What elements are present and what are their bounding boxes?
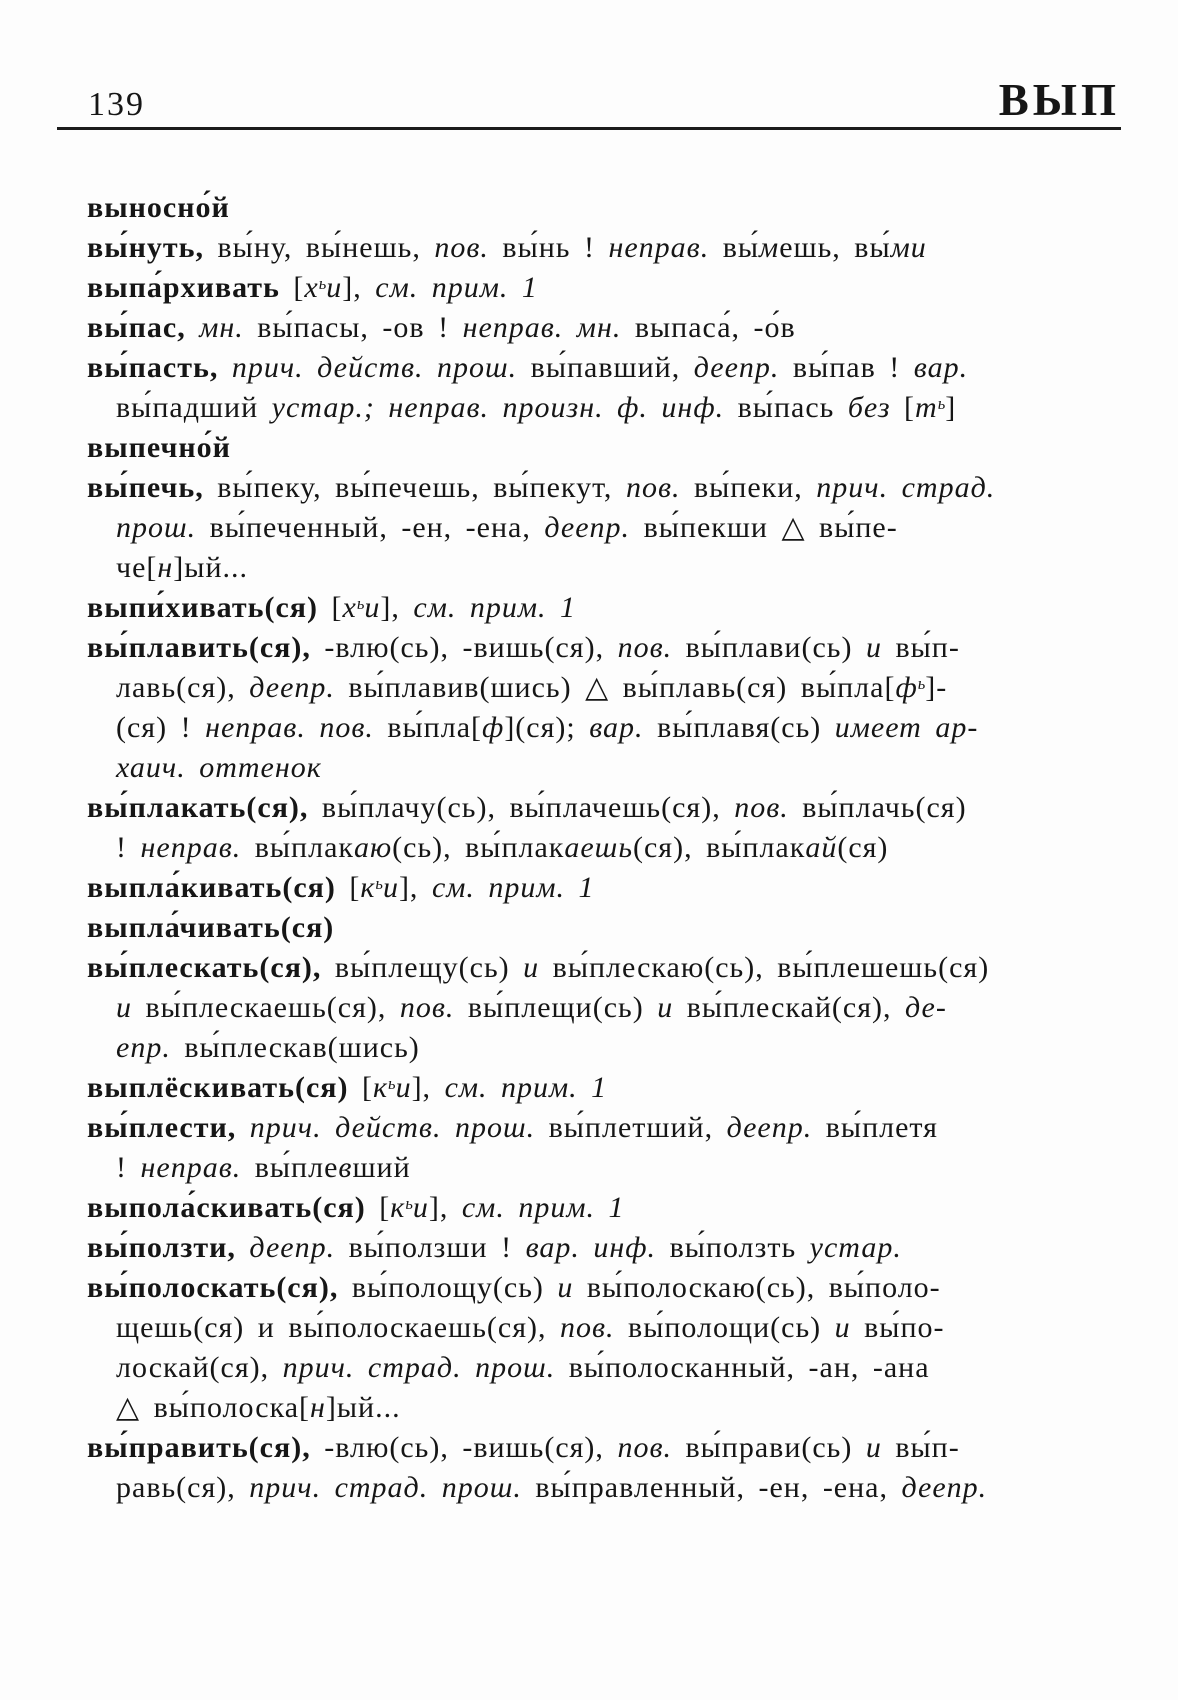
entry-text: и: [116, 991, 132, 1024]
headword-text: выпла́чивать(ся): [87, 911, 335, 944]
entry-text: хаич. оттенок: [116, 751, 322, 784]
entry-line: [87, 1108, 1103, 1148]
entry-text: -влю(сь), -вишь(ся),: [310, 631, 618, 664]
entry-text: н: [157, 551, 174, 584]
entry-text: [: [890, 391, 916, 424]
entry-text: ],: [411, 1071, 445, 1104]
entry-text: (сь), вы́плак: [392, 831, 565, 864]
entry-text: ь: [375, 874, 383, 893]
entry-text: в: [338, 1151, 353, 1184]
entry-text: [186, 311, 200, 344]
entry-text: епр.: [116, 1031, 171, 1064]
headword-text: вы́ползти,: [87, 1231, 236, 1264]
entry-line: [87, 228, 1103, 268]
entry-line: [87, 468, 1103, 508]
headword-text: вы́полоскать(ся),: [87, 1271, 339, 1304]
entry-text: т: [915, 391, 938, 424]
dictionary-entry: [87, 908, 1103, 948]
entry-text: и: [657, 991, 674, 1024]
entry-line: [87, 988, 1103, 1028]
dictionary-entry: [87, 868, 1103, 908]
entry-text: деепр.: [249, 671, 335, 704]
entry-text: и: [557, 1271, 574, 1304]
entry-text: и: [364, 591, 381, 624]
dictionary-entry: [87, 308, 1103, 348]
entry-text: вы́плескай(ся),: [673, 991, 905, 1024]
entry-line: [87, 1148, 1103, 1188]
entry-text: ешь, вы́: [779, 231, 891, 264]
entry-text: вы́плескаю(сь), вы́плешешь(ся): [539, 951, 990, 984]
entry-text: ь: [318, 274, 327, 293]
entry-text: пов.: [617, 631, 673, 664]
headword-text: выпечно́й: [87, 431, 231, 464]
entry-text: деепр.: [249, 1231, 336, 1264]
dictionary-entry: [87, 1068, 1103, 1108]
entry-text: ](ся);: [504, 711, 590, 744]
entry-text: вы́плави(сь): [672, 631, 866, 664]
entry-text: (ся) !: [116, 711, 206, 744]
entry-text: прич. страд.: [816, 471, 996, 504]
entry-text: х: [304, 271, 319, 304]
entry-text: вы́ползть: [656, 1231, 810, 1264]
entry-line: [87, 1308, 1103, 1348]
entry-text: вы́пекши △ вы́пе-: [630, 511, 898, 544]
headword-text: вы́плакать(ся),: [87, 791, 309, 824]
entry-text: (ся), вы́плак: [632, 831, 806, 864]
entry-text: вар.: [913, 351, 969, 384]
entry-text: ],: [380, 591, 414, 624]
entry-text: прич. действ. прош.: [231, 351, 518, 384]
entry-text: вар. инф.: [525, 1231, 657, 1264]
entry-text: аю: [353, 831, 393, 864]
entry-text: ь: [937, 394, 946, 413]
entry-text: [236, 1111, 250, 1144]
entry-text: см. прим. 1: [413, 591, 576, 624]
entry-text: ф: [482, 711, 505, 744]
entry-text: и: [865, 631, 882, 664]
headword-text: вы́плести,: [87, 1111, 237, 1144]
entry-text: ь: [356, 594, 365, 613]
entry-line: [87, 748, 1103, 788]
entry-text: неправ.: [608, 231, 710, 264]
entry-text: лавь(ся),: [116, 671, 250, 704]
entry-text: ],: [342, 271, 376, 304]
entry-text: вы́п-: [881, 631, 960, 664]
entry-text: пов.: [434, 231, 489, 264]
dictionary-entry: [87, 428, 1103, 468]
entry-text: к: [373, 1071, 389, 1104]
entry-line: [87, 908, 1103, 948]
entry-text: △ вы́полоска[: [116, 1391, 311, 1424]
entry-text: вар.: [589, 711, 644, 744]
entry-text: пов.: [625, 471, 681, 504]
entry-text: вы́ползши !: [335, 1231, 526, 1264]
entry-text: !: [116, 1151, 141, 1184]
entry-text: вы́плескав(шись): [170, 1031, 420, 1064]
entry-text: ф: [895, 671, 918, 704]
entry-text: выпаса́, -о́в: [621, 311, 796, 344]
entry-text: вы́пасы, -ов !: [243, 311, 463, 344]
entry-line: [87, 668, 1103, 708]
entry-text: неправ. пов.: [205, 711, 374, 744]
page-number: 139: [88, 86, 145, 123]
entry-text: щешь(ся) и вы́полоскаешь(ся),: [116, 1311, 560, 1344]
entry-text: и: [326, 271, 343, 304]
entry-line: [87, 1188, 1103, 1228]
headword-text: выпола́скивать(ся): [87, 1191, 366, 1224]
entry-text: к: [360, 871, 376, 904]
entry-text: прош.: [116, 511, 197, 544]
entry-text: ],: [428, 1191, 462, 1224]
entry-text: аешь: [564, 831, 633, 864]
entry-line: [87, 1028, 1103, 1068]
entry-text: !: [116, 831, 141, 864]
entry-line: [87, 828, 1103, 868]
entry-text: и: [382, 871, 399, 904]
entry-text: м: [759, 231, 780, 264]
entry-text: вы́плескаешь(ся),: [132, 991, 400, 1024]
entry-text: к: [390, 1191, 406, 1224]
entry-text: вы́по-: [850, 1311, 945, 1344]
dictionary-entry: [87, 188, 1103, 228]
entry-text: че[: [116, 551, 158, 584]
entry-text: пов.: [399, 991, 455, 1024]
entry-line: [87, 388, 1103, 428]
entry-text: ми: [890, 231, 927, 264]
entry-line: [87, 708, 1103, 748]
entry-text: вы́печенный, -ен, -ена,: [196, 511, 545, 544]
dictionary-entry: [87, 588, 1103, 628]
dictionary-entry: [87, 628, 1103, 788]
headword-text: выплёскивать(ся): [87, 1071, 349, 1104]
headword-text: выпла́кивать(ся): [87, 871, 336, 904]
entry-text: неправ.: [140, 1151, 242, 1184]
entry-text: н: [310, 1391, 326, 1424]
entry-text: пов.: [560, 1311, 615, 1344]
entry-line: [87, 268, 1103, 308]
page-header: [88, 74, 1120, 126]
entry-text: вы́полоскаю(сь), вы́поло-: [573, 1271, 941, 1304]
entry-text: вы́плачу(сь), вы́плачешь(ся),: [308, 791, 735, 824]
entry-text: вы́плавив(шись) △ вы́плавь(ся) вы́пла[: [334, 671, 896, 704]
headword-text: выносно́й: [87, 191, 230, 224]
dictionary-entry: [87, 1108, 1103, 1188]
entry-text: см. прим. 1: [444, 1071, 608, 1104]
entry-text: неправ.: [140, 831, 242, 864]
dictionary-entries: [87, 188, 1103, 1508]
entry-text: вы́пась: [724, 391, 848, 424]
entry-text: [: [348, 1071, 373, 1104]
entry-line: [87, 1268, 1103, 1308]
entry-line: [87, 948, 1103, 988]
entry-text: вы́правленный, -ен, -ена,: [521, 1471, 902, 1504]
entry-text: и: [834, 1311, 851, 1344]
entry-text: х: [342, 591, 357, 624]
entry-text: вы́п-: [881, 1431, 960, 1464]
entry-text: -влю(сь), -вишь(ся),: [310, 1431, 618, 1464]
headword-text: вы́пас,: [87, 311, 186, 344]
entry-text: ],: [398, 871, 432, 904]
entry-text: см. прим. 1: [375, 271, 538, 304]
entry-line: [87, 548, 1103, 588]
entry-text: вы́пав !: [779, 351, 914, 384]
entry-text: [: [318, 591, 343, 624]
entry-text: вы́полощу(сь): [338, 1271, 558, 1304]
entry-text: ь: [405, 1194, 413, 1213]
entry-line: [87, 1228, 1103, 1268]
entry-line: [87, 1068, 1103, 1108]
entry-text: вы́нь !: [488, 231, 609, 264]
entry-text: (ся): [837, 831, 889, 864]
entry-text: вы́полосканный, -ан, -ана: [555, 1351, 930, 1384]
entry-text: [: [335, 871, 361, 904]
entry-line: [87, 348, 1103, 388]
entry-text: вы́пла[: [373, 711, 482, 744]
entry-text: см. прим. 1: [461, 1191, 625, 1224]
entry-text: вы́ну, вы́нешь,: [204, 231, 435, 264]
headword-text: вы́пасть,: [87, 351, 219, 384]
entry-text: и: [412, 1191, 429, 1224]
entry-line: [87, 628, 1103, 668]
dictionary-entry: [87, 268, 1103, 308]
entry-text: пов.: [617, 1431, 672, 1464]
entry-text: ь: [388, 1074, 396, 1093]
entry-line: [87, 868, 1103, 908]
entry-text: [: [279, 271, 305, 304]
entry-text: вы́пеку, вы́печешь, вы́пекут,: [203, 471, 626, 504]
dictionary-entry: [87, 228, 1103, 268]
entry-text: [218, 351, 232, 384]
entry-line: [87, 1428, 1103, 1468]
entry-text: вы́: [709, 231, 760, 264]
entry-text: вы́павший,: [517, 351, 694, 384]
entry-line: [87, 1468, 1103, 1508]
entry-text: деепр.: [901, 1471, 988, 1504]
entry-line: [87, 1348, 1103, 1388]
entry-text: равь(ся),: [116, 1471, 250, 1504]
entry-text: ]-: [925, 671, 948, 704]
entry-text: неправ. мн.: [462, 311, 622, 344]
entry-line: [87, 788, 1103, 828]
entry-text: ]ый...: [325, 1391, 401, 1424]
entry-text: без: [847, 391, 891, 424]
entry-text: де-: [905, 991, 947, 1024]
entry-line: [87, 1388, 1103, 1428]
entry-line: [87, 508, 1103, 548]
entry-text: ший: [352, 1151, 411, 1184]
entry-text: прич. действ. прош.: [249, 1111, 536, 1144]
entry-text: вы́плак: [241, 831, 354, 864]
entry-text: деепр.: [544, 511, 631, 544]
entry-text: вы́плетший,: [535, 1111, 727, 1144]
headword-text: вы́плескать(ся),: [87, 951, 322, 984]
entry-text: ай: [805, 831, 838, 864]
headword-text: вы́плавить(ся),: [87, 631, 311, 664]
entry-text: прич. страд. прош.: [249, 1471, 522, 1504]
headword-text: вы́нуть,: [87, 231, 205, 264]
headword-text: выпа́рхивать: [87, 271, 280, 304]
headword-text: вы́печь,: [87, 471, 204, 504]
entry-text: прич. страд. прош.: [282, 1351, 556, 1384]
dictionary-entry: [87, 948, 1103, 1068]
entry-text: лоскай(ся),: [116, 1351, 283, 1384]
entry-text: вы́плачь(ся): [788, 791, 967, 824]
dictionary-entry: [87, 348, 1103, 428]
entry-text: вы́плещи(сь): [454, 991, 658, 1024]
entry-line: [87, 428, 1103, 468]
entry-text: [: [365, 1191, 391, 1224]
headword-text: вы́править(ся),: [87, 1431, 311, 1464]
dictionary-entry: [87, 468, 1103, 588]
entry-text: ]ый...: [173, 551, 248, 584]
entry-text: вы́плещу(сь): [321, 951, 524, 984]
entry-text: ь: [917, 674, 926, 693]
entry-text: устар.: [809, 1231, 902, 1264]
entry-text: и: [395, 1071, 412, 1104]
dictionary-entry: [87, 1428, 1103, 1508]
entry-text: и: [865, 1431, 882, 1464]
section-heading: ВЫП: [998, 75, 1120, 125]
dictionary-entry: [87, 1268, 1103, 1428]
entry-text: деепр.: [726, 1111, 813, 1144]
header-rule: [57, 127, 1121, 130]
entry-text: мн.: [199, 311, 244, 344]
entry-line: [87, 308, 1103, 348]
entry-text: см. прим. 1: [431, 871, 595, 904]
entry-text: вы́полощи(сь): [614, 1311, 835, 1344]
entry-text: вы́плетя: [812, 1111, 938, 1144]
entry-text: вы́пеки,: [680, 471, 817, 504]
entry-text: [236, 1231, 250, 1264]
entry-text: устар.; неправ. произн. ф. инф.: [271, 391, 725, 424]
entry-text: деепр.: [693, 351, 780, 384]
headword-text: выпи́хивать(ся): [87, 591, 319, 624]
dictionary-entry: [87, 788, 1103, 868]
entry-text: ]: [945, 391, 957, 424]
entry-text: и: [523, 951, 540, 984]
entry-line: [87, 188, 1103, 228]
dictionary-entry: [87, 1228, 1103, 1268]
dictionary-entry: [87, 1188, 1103, 1228]
entry-text: вы́падший: [116, 391, 272, 424]
entry-text: вы́плавя(сь): [643, 711, 835, 744]
entry-text: пов.: [734, 791, 789, 824]
entry-text: имеет ар-: [834, 711, 979, 744]
entry-line: [87, 588, 1103, 628]
entry-text: вы́прави(сь): [671, 1431, 866, 1464]
entry-text: вы́пле: [241, 1151, 339, 1184]
